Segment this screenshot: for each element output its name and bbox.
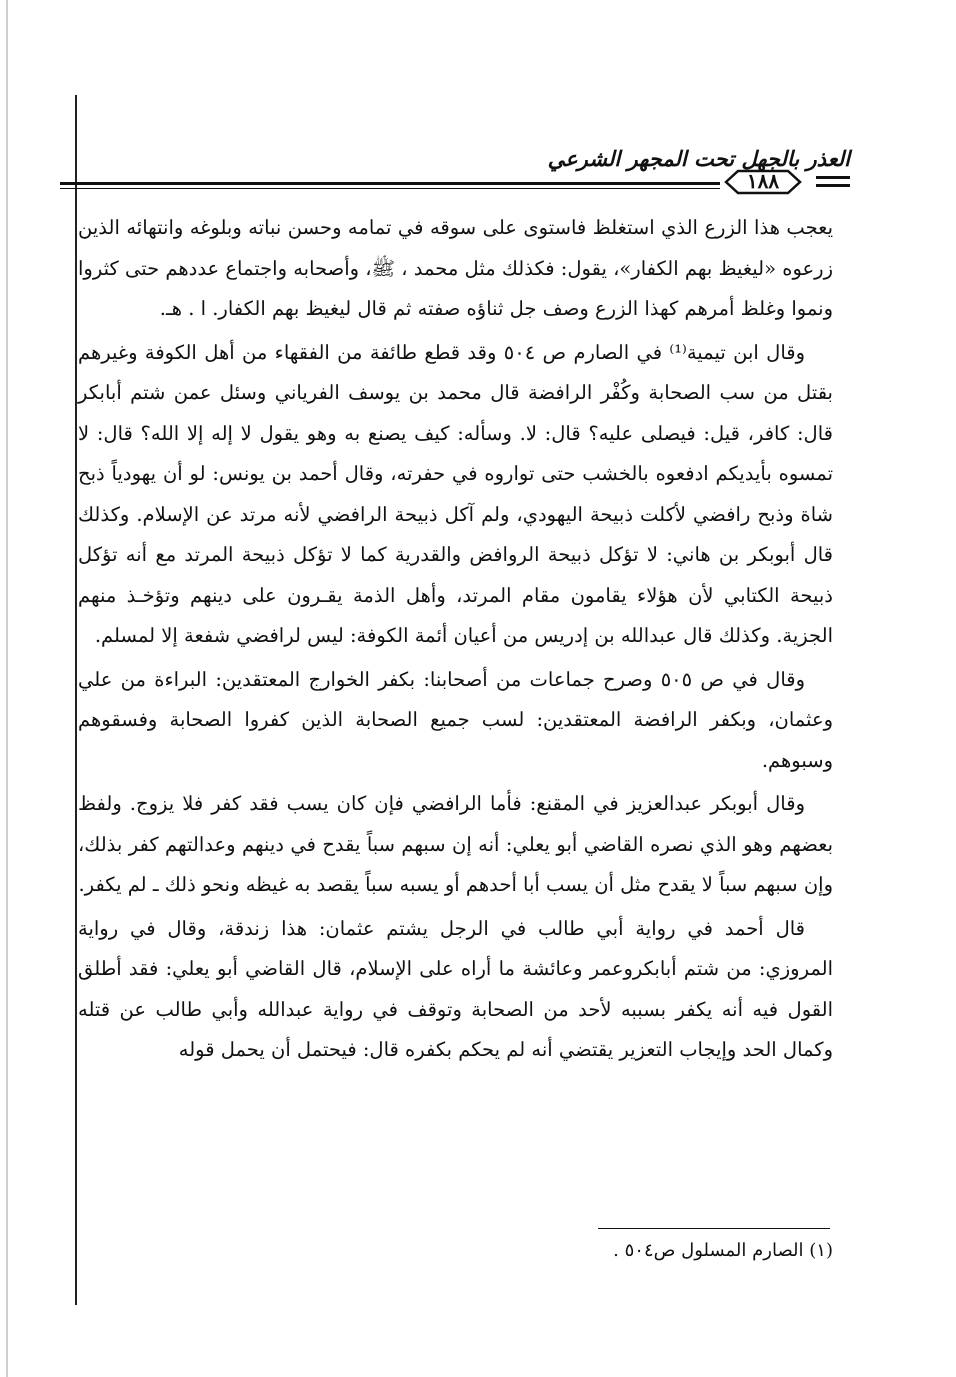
footnote-rule: [598, 1228, 830, 1229]
header-dash-bottom: [816, 184, 850, 187]
header-rule-thin: [60, 188, 720, 189]
binding-rule: [75, 95, 77, 1305]
paragraph: يعجب هذا الزرع الذي استغلظ فاستوى على سوقه في تمامه وحسن نباته وبلوغه وانتهائه الذين زرعوه «ليغيظ بهم الكفار»، يقول: فكذلك مثل محمد ، ﷺ، وأصحابه واجتماع عددهم حتى كثروا ونموا وغلظ أمرهم كهذا الزرع وصف جل ثناؤه صفته ثم قال ليغيظ بهم الكفار. ا . هـ.: [78, 216, 833, 320]
paragraph: وقال أبوبكر عبدالعزيز في المقنع: فأما الرافضي فإن كان يسب فقد كفر فلا يزوج. ولفظ بعضهم وهو الذي نصره القاضي أبو يعلي: أنه إن سبهم سباً يقدح في دينهم وعدالتهم كفر بذلك، وإن سبهم سباً لا يقدح مثل أن يسب أبا أحدهم أو يسبه سباً يقصد به غيظه ونحو ذلك ـ لم يكفر.: [78, 792, 833, 896]
footnote: (١) الصارم المسلول ص٥٠٤ .: [613, 1240, 833, 1261]
running-header: [60, 138, 850, 198]
paragraph: وقال في ص ٥٠٥ وصرح جماعات من أصحابنا: بكفر الخوارج المعتقدين: البراءة من علي وعثمان، وبكفر الرافضة المعتقدين: لسب جميع الصحابة الذين كفروا الصحابة وفسقوهم وسبوهم.: [78, 667, 833, 772]
header-dash-top: [816, 176, 850, 179]
page-number: ١٨٨: [746, 169, 780, 193]
header-rule: [60, 182, 720, 185]
paragraph: وقال ابن تيمية⁽¹⁾ في الصارم ص ٥٠٤ وقد قطع طائفة من الفقهاء من أهل الكوفة وغيرهم بقتل من سب الصحابة وكُفْر الرافضة قال محمد بن يوسف الفرياني وسئل عمن شتم أبابكر قال: كافر، قيل: فيصلى عليه؟ قال: لا. وسأله: كيف يصنع به وهو يقول لا إله إلا الله؟ قال: لا تمسوه بأيديكم ادفعوه بالخشب حتى تواروه في حفرته، وقال أحمد بن يونس: لو أن يهودياً ذبح شاة وذبح رافضي لأكلت ذبيحة اليهودي، ولم آكل ذبيحة الرافضي لأنه مرتد عن الإسلام. وكذلك قال أبوبكر بن هاني: لا تؤكل ذبيحة الروافض والقدرية كما لا تؤكل ذبيحة المرتد مع أنه تؤكل ذبيحة الكتابي لأن هؤلاء يقامون مقام المرتد، وأهل الذمة يقـرون على دينهم وتؤخـذ منهم الجزية. وكذلك قال عبدالله بن إدريس من أعيان أئمة الكوفة: ليس لرافضي شفعة إلا لمسلم.: [78, 340, 833, 647]
page-number-badge: [724, 168, 802, 196]
page-edge: [6, 0, 8, 1377]
body-text: [78, 208, 833, 1074]
header-title: العذر بالجهل تحت المجهر الشرعي: [547, 146, 850, 171]
paragraph: قال أحمد في رواية أبي طالب في الرجل يشتم عثمان: هذا زندقة، وقال في رواية المروزي: من شتم أبابكروعمر وعائشة ما أراه على الإسلام، قال القاضي أبو يعلي: فقد أطلق القول فيه أنه يكفر بسببه لأحد من الصحابة وتوقف في رواية عبدالله وأبي طالب عن قتله وكمال الحد وإيجاب التعزير يقتضي أنه لم يحكم بكفره قال: فيحتمل أن يحمل قوله: [78, 916, 833, 1061]
